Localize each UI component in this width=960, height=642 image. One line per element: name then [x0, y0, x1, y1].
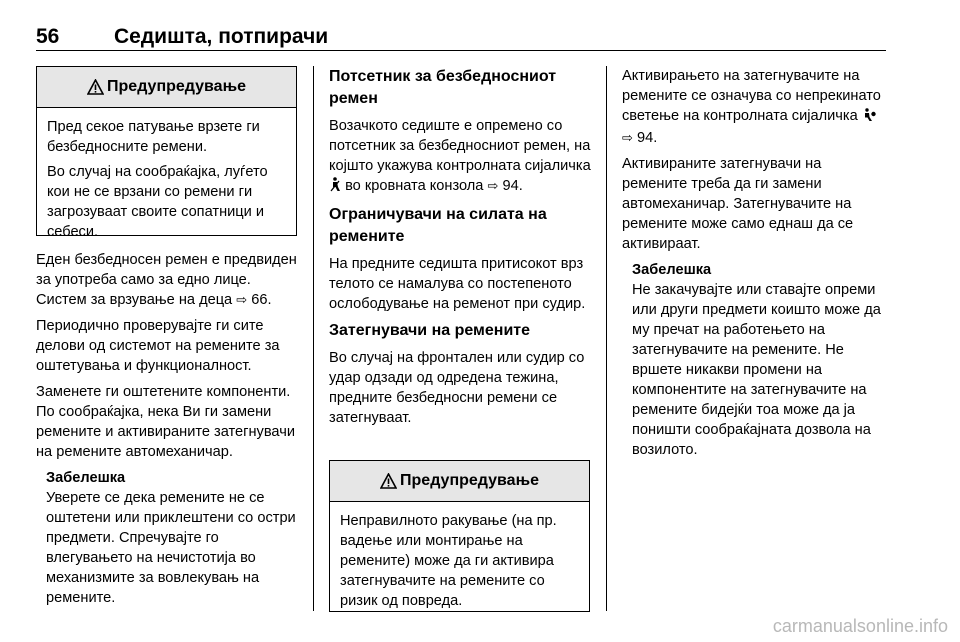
- airbag-belt-indicator-icon: [862, 108, 876, 128]
- note-title: Забелешка: [46, 470, 126, 486]
- column-3-text: [622, 66, 890, 460]
- section-heading: Затегнувачи на ремените: [329, 322, 531, 339]
- page-reference[interactable]: 94: [502, 178, 519, 194]
- page-reference[interactable]: 66: [251, 292, 268, 308]
- warning-box: [36, 66, 297, 240]
- warning-header: [37, 67, 296, 108]
- warning-paragraph: Пред секое патување врзете ги безбедносните ремени.: [47, 119, 260, 155]
- column-divider: [313, 66, 314, 611]
- note-block: [622, 260, 890, 460]
- column-divider: [606, 66, 607, 611]
- section-heading: Ограничувачи на силата на ремените: [329, 206, 547, 245]
- note-block: [36, 468, 298, 608]
- paragraph: Активираните затегнувачи на ремените треба да ги замени автомеханичар. Затегнувачите на ремените може само еднаш да се активираат.: [622, 156, 854, 252]
- paragraph: Во случај на фронтален или судир со удар одзади од одредена тежина, предните безбедносни ремени се затегнуваат.: [329, 350, 585, 426]
- paragraph: Еден безбедносен ремен е предвиден за употреба само за едно лице. Систем за врзување на деца ⇨ 66.: [36, 252, 297, 308]
- page-title: Седишта, потпирачи: [114, 25, 329, 48]
- warning-triangle-icon: [380, 473, 397, 489]
- warning-box: [329, 460, 590, 612]
- paragraph-text: Активирањето на затегнувачите на ремените се означува со непрекинато светење на контролната сијаличка: [622, 68, 881, 124]
- note-text: Уверете се дека ремените не се оштетени или приклештени со остри предмети. Спречувајте го влегувањето на нечистотија во механизмите за вовлекувањ на ремените.: [46, 490, 296, 606]
- warning-header: [330, 461, 589, 502]
- note-title: Забелешка: [632, 262, 712, 278]
- paragraph: Периодично проверувајте ги сите делови од системот на ремените за оштетувања и функционалност.: [36, 318, 280, 374]
- section-heading: Потсетник за безбедносниот ремен: [329, 68, 557, 107]
- warning-title: Предупредување: [400, 472, 539, 489]
- column-1-text: [36, 250, 298, 608]
- note-text: Не закачувајте или ставајте опреми или други предмети коишто може да му пречат на работењето на затегнувачите на ремените. Не вршете никакви промени на компонентите на затегнувачите на ремените бидејќи тоа може да ја поништи сообраќајната дозвола на возилото.: [632, 282, 881, 458]
- warning-paragraph: Неправилното ракување (на пр. вадење или монтирање на ремените) може да ги активира затегнувачите на ремените со ризик од повреда.: [340, 513, 557, 609]
- page-header: [36, 22, 886, 58]
- paragraph-text: Возачкото седиште е опремено со потсетник за безбедносниот ремен, на којшто укажува контролната сијаличка: [329, 118, 591, 174]
- warning-paragraph: Во случај на сообраќајка, луѓето кои не се врзани со ремени ги загрозуваат своите сопатници и себеси.: [47, 164, 268, 240]
- header-rule: [36, 50, 886, 51]
- page-number: 56: [36, 25, 60, 48]
- paragraph: Заменете ги оштетените компоненти. По сообраќајка, нека Ви ги замени ремените и активираните затегнувачи на ремените автомеханичар.: [36, 384, 295, 460]
- seatbelt-indicator-icon: [329, 177, 341, 198]
- warning-triangle-icon: [87, 79, 104, 95]
- paragraph-text: во кровната конзола: [345, 178, 484, 194]
- page-reference-arrow-icon: ⇨: [236, 292, 248, 307]
- paragraph: Возачкото седиште е опремено со потсетник за безбедносниот ремен, на којшто укажува контролната сијаличка во кровната конзола ⇨ 94.: [329, 116, 591, 198]
- paragraph: Активирањето на затегнувачите на ремените се означува со непрекинато светење на контролната сијаличка ⇨ 94.: [622, 68, 881, 146]
- warning-title: Предупредување: [107, 78, 246, 95]
- page-reference[interactable]: 94: [636, 130, 654, 146]
- page-reference-arrow-icon: ⇨: [487, 178, 499, 193]
- paragraph-text: Еден безбедносен ремен е предвиден за употреба само за едно лице. Систем за врзување на деца: [36, 252, 297, 308]
- column-2-text: [329, 66, 591, 434]
- paragraph: На предните седишта притисокот врз телото се намалува со постепеното ослободување на ременот при судир.: [329, 256, 586, 312]
- watermark: carmanualsonline.info: [772, 616, 948, 636]
- page-reference-arrow-icon: ⇨: [622, 130, 633, 145]
